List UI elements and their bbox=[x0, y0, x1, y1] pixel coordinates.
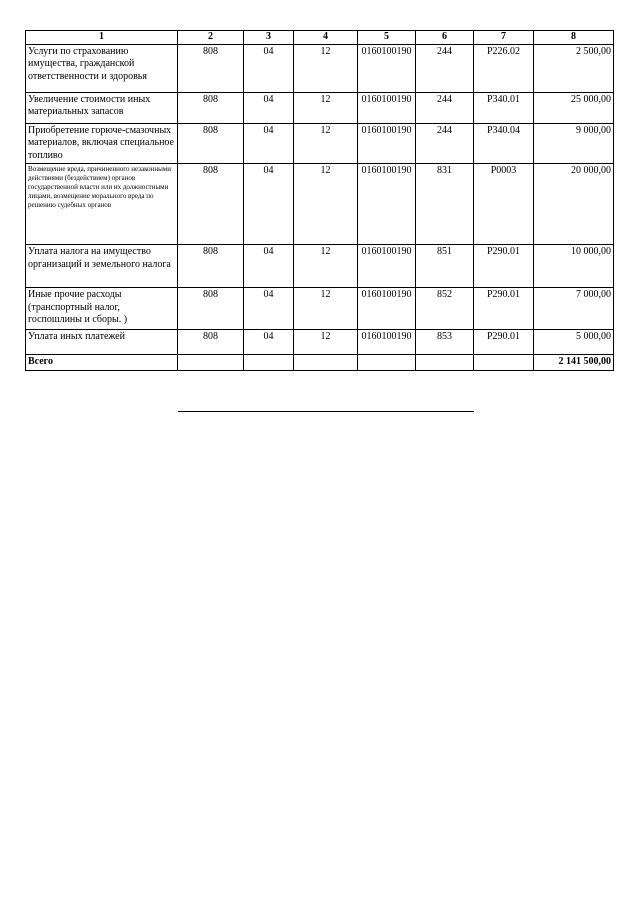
row-target-code: 0160100190 bbox=[358, 330, 416, 355]
signature-line bbox=[178, 411, 474, 412]
header-row bbox=[26, 31, 614, 45]
row-ministry-code: 808 bbox=[178, 288, 244, 330]
row-section-code: 04 bbox=[244, 330, 294, 355]
row-ministry-code: 808 bbox=[178, 44, 244, 92]
row-amount: 20 000,00 bbox=[534, 164, 614, 245]
row-description: Иные прочие расходы (транспортный налог, госпошлины и сборы. ) bbox=[26, 288, 178, 330]
row-expense-type: 244 bbox=[416, 44, 474, 92]
row-target-code: 0160100190 bbox=[358, 164, 416, 245]
table-row bbox=[26, 330, 614, 355]
header-cell-1: 1 bbox=[26, 31, 178, 45]
table-row bbox=[26, 92, 614, 123]
total-empty-cell bbox=[358, 355, 416, 371]
header-cell-2: 2 bbox=[178, 31, 244, 45]
header-cell-8: 8 bbox=[534, 31, 614, 45]
row-subsection-code: 12 bbox=[294, 123, 358, 164]
row-expense-type: 851 bbox=[416, 245, 474, 288]
total-empty-cell bbox=[178, 355, 244, 371]
row-kosgu: Р290.01 bbox=[474, 245, 534, 288]
table-row bbox=[26, 245, 614, 288]
row-subsection-code: 12 bbox=[294, 245, 358, 288]
total-empty-cell bbox=[244, 355, 294, 371]
row-description: Увеличение стоимости иных материальных запасов bbox=[26, 92, 178, 123]
row-ministry-code: 808 bbox=[178, 92, 244, 123]
row-subsection-code: 12 bbox=[294, 164, 358, 245]
header-cell-5: 5 bbox=[358, 31, 416, 45]
row-section-code: 04 bbox=[244, 164, 294, 245]
row-description: Услуги по страхованию имущества, гражданской ответственности и здоровья bbox=[26, 44, 178, 92]
row-amount: 2 500,00 bbox=[534, 44, 614, 92]
header-cell-7: 7 bbox=[474, 31, 534, 45]
row-subsection-code: 12 bbox=[294, 44, 358, 92]
budget-table bbox=[25, 30, 614, 371]
table-row bbox=[26, 44, 614, 92]
row-expense-type: 853 bbox=[416, 330, 474, 355]
total-label: Всего bbox=[26, 355, 178, 371]
header-cell-6: 6 bbox=[416, 31, 474, 45]
total-row bbox=[26, 355, 614, 371]
row-target-code: 0160100190 bbox=[358, 245, 416, 288]
header-cell-3: 3 bbox=[244, 31, 294, 45]
row-section-code: 04 bbox=[244, 44, 294, 92]
row-amount: 10 000,00 bbox=[534, 245, 614, 288]
row-amount: 9 000,00 bbox=[534, 123, 614, 164]
row-amount: 7 000,00 bbox=[534, 288, 614, 330]
row-section-code: 04 bbox=[244, 123, 294, 164]
row-target-code: 0160100190 bbox=[358, 92, 416, 123]
row-ministry-code: 808 bbox=[178, 330, 244, 355]
row-description: Приобретение горюче-смазочных материалов, включая специальное топливо bbox=[26, 123, 178, 164]
row-description: Уплата налога на имущество организаций и земельного налога bbox=[26, 245, 178, 288]
total-empty-cell bbox=[294, 355, 358, 371]
table-row bbox=[26, 123, 614, 164]
row-amount: 25 000,00 bbox=[534, 92, 614, 123]
total-empty-cell bbox=[416, 355, 474, 371]
row-ministry-code: 808 bbox=[178, 123, 244, 164]
row-ministry-code: 808 bbox=[178, 245, 244, 288]
table-row bbox=[26, 288, 614, 330]
row-target-code: 0160100190 bbox=[358, 123, 416, 164]
row-kosgu: Р290.01 bbox=[474, 288, 534, 330]
row-expense-type: 852 bbox=[416, 288, 474, 330]
row-target-code: 0160100190 bbox=[358, 288, 416, 330]
row-kosgu: Р226.02 bbox=[474, 44, 534, 92]
row-expense-type: 244 bbox=[416, 92, 474, 123]
row-ministry-code: 808 bbox=[178, 164, 244, 245]
row-target-code: 0160100190 bbox=[358, 44, 416, 92]
row-description: Возмещение вреда, причиненного незаконными действиями (бездействием) органов государственной власти или их должностными лицами, возмещение морального вреда по решению судебных органов bbox=[26, 164, 178, 245]
total-amount: 2 141 500,00 bbox=[534, 355, 614, 371]
row-amount: 5 000,00 bbox=[534, 330, 614, 355]
header-cell-4: 4 bbox=[294, 31, 358, 45]
row-kosgu: Р340.01 bbox=[474, 92, 534, 123]
row-description: Уплата иных платежей bbox=[26, 330, 178, 355]
row-subsection-code: 12 bbox=[294, 288, 358, 330]
row-section-code: 04 bbox=[244, 288, 294, 330]
row-kosgu: Р290.01 bbox=[474, 330, 534, 355]
row-kosgu: Р0003 bbox=[474, 164, 534, 245]
row-subsection-code: 12 bbox=[294, 92, 358, 123]
table-row bbox=[26, 164, 614, 245]
row-expense-type: 831 bbox=[416, 164, 474, 245]
row-expense-type: 244 bbox=[416, 123, 474, 164]
row-kosgu: Р340.04 bbox=[474, 123, 534, 164]
row-section-code: 04 bbox=[244, 92, 294, 123]
row-subsection-code: 12 bbox=[294, 330, 358, 355]
total-empty-cell bbox=[474, 355, 534, 371]
row-section-code: 04 bbox=[244, 245, 294, 288]
